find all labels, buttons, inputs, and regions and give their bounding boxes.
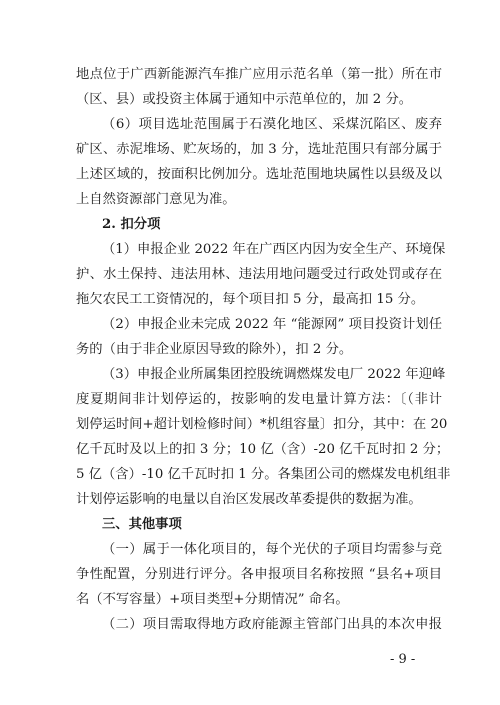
section-heading: 三、其他事项 <box>102 517 182 532</box>
paragraph-line: 划停运时间+超计划检修时间）*机组容量〕扣分，其中：在 20 <box>76 417 448 432</box>
paragraph-line: 上述区域的，按面积比例加分。选址范围地块属性以县级及以 <box>76 167 442 182</box>
paragraph-line: （6）项目选址范围属于石漠化地区、采煤沉陷区、废弃 <box>102 117 442 132</box>
paragraph-line: 务的（由于非企业原因导致的除外），扣 2 分。 <box>76 342 353 357</box>
paragraph-line: （一）属于一体化项目的，每个光伏的子项目均需参与竞 <box>102 542 442 557</box>
page-number: - 9 - <box>390 652 416 667</box>
paragraph-line: （3）申报企业所属集团控股统调燃煤发电厂 2022 年迎峰 <box>102 367 446 382</box>
paragraph-line: 计划停运影响的电量以自治区发展改革委提供的数据为准。 <box>76 492 422 507</box>
paragraph-line: 地点位于广西新能源汽车推广应用示范名单（第一批）所在市 <box>76 67 442 82</box>
section-heading: 2. 扣分项 <box>102 217 161 232</box>
paragraph-line: 争性配置，分别进行评分。各申报项目名称按照 “县名+项目 <box>76 567 442 582</box>
paragraph-line: 度夏期间非计划停运的，按影响的发电量计算方法：〔（非计 <box>76 392 442 407</box>
document-body <box>76 62 451 637</box>
paragraph-line: （2）申报企业未完成 2022 年 “能源网” 项目投资计划任 <box>102 317 442 332</box>
paragraph-line: 名（不写容量）+项目类型+分期情况” 命名。 <box>76 592 349 607</box>
paragraph-line: 亿千瓦时及以上的扣 3 分；10 亿（含）-20 亿千瓦时扣 2 分； <box>76 442 450 457</box>
paragraph-line: （二）项目需取得地方政府能源主管部门出具的本次申报 <box>102 617 442 632</box>
paragraph-line: 上自然资源部门意见为准。 <box>76 192 236 207</box>
paragraph-line: （区、县）或投资主体属于通知中示范单位的，加 2 分。 <box>76 92 413 107</box>
paragraph-line: （1）申报企业 2022 年在广西区内因为安全生产、环境保 <box>102 242 446 257</box>
paragraph-line: 拖欠农民工工资情况的，每个项目扣 5 分，最高扣 15 分。 <box>76 292 425 307</box>
paragraph-line: 矿区、赤泥堆场、贮灰场的，加 3 分，选址范围只有部分属于 <box>76 142 442 157</box>
paragraph-line: 护、水土保持、违法用林、违法用地问题受过行政处罚或存在 <box>76 267 442 282</box>
paragraph-line: 5 亿（含）-10 亿千瓦时扣 1 分。各集团公司的燃煤发电机组非 <box>76 467 451 482</box>
